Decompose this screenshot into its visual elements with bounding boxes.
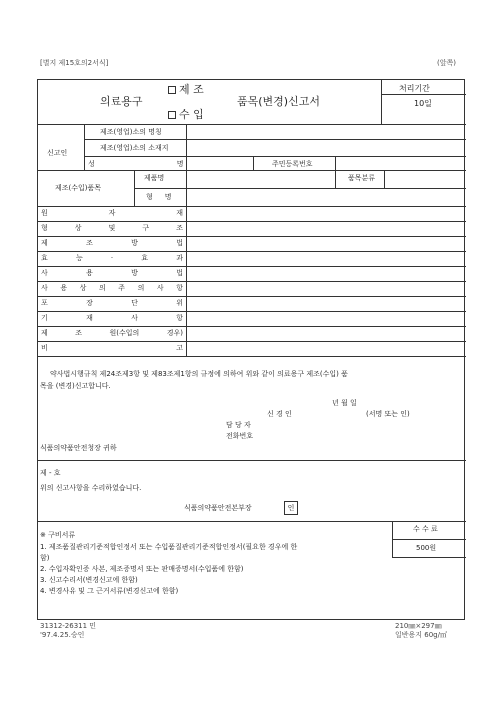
detail-row-label	[41, 255, 183, 262]
detail-row-char: 상	[79, 284, 87, 292]
detail-row-char: 원(수입의	[109, 329, 140, 337]
detail-row-char: 구	[142, 224, 150, 232]
detail-row-char: 재	[86, 314, 93, 322]
processing-period-value: 10일	[414, 99, 432, 108]
detail-row-char: 포	[41, 299, 48, 307]
detail-row-char: 재	[176, 209, 183, 217]
detail-row-char: 제	[41, 329, 48, 337]
detail-row-label	[41, 315, 183, 322]
detail-row-char: 의	[98, 284, 106, 292]
detail-row-char: 항	[176, 284, 183, 292]
detail-row-char: 사	[41, 269, 48, 277]
classification-label: 품목분류	[348, 174, 376, 182]
import-option[interactable]: 수 입	[168, 109, 204, 120]
detail-row-char: 사	[131, 314, 138, 322]
document-item: 함)	[40, 554, 50, 562]
detail-row-char: 사	[156, 284, 164, 292]
detail-row-char: 조	[75, 329, 82, 337]
detail-row-char: 상	[74, 224, 82, 232]
detail-row-label	[41, 285, 183, 292]
detail-row-char: 경우)	[166, 329, 183, 337]
signature-label: (서명 또는 인)	[366, 410, 410, 418]
detail-row-char: 과	[176, 254, 183, 262]
name-char-2: 명	[176, 160, 184, 168]
detail-row-char: 형	[41, 224, 48, 232]
detail-row-char: 위	[176, 299, 183, 307]
detail-row-label	[41, 300, 183, 307]
item-section-label: 제조(수입)품목	[55, 184, 102, 192]
detail-row-char: 용	[60, 284, 68, 292]
document-item: 4. 변경사유 및 그 근거서류(변경신고에 한함)	[40, 587, 179, 595]
detail-row-label	[41, 210, 183, 217]
model-label: 형 명	[146, 193, 172, 201]
footer-approval: '97.4.25.승인	[40, 631, 85, 639]
detail-row-char: 고	[176, 344, 183, 352]
detail-row-char: 능	[75, 254, 83, 262]
detail-row-label	[41, 270, 183, 277]
receipt-number: 제 - 호	[40, 469, 61, 477]
fee-label: 수 수 료	[413, 525, 438, 533]
receipt-accepted: 위의 신고사항을 수리하였습니다.	[40, 484, 142, 492]
processing-period-label: 처리기간	[399, 84, 430, 93]
detail-row-char: 용	[86, 269, 93, 277]
declaration-line-1: 약사법시행규칙 제24조제3항 및 제83조제1항의 규정에 의하여 위와 같이 의료용구 제조(수입) 품	[50, 370, 348, 378]
title-left: 의료용구	[100, 95, 143, 108]
page-side-label: (앞쪽)	[437, 59, 456, 67]
detail-row-char: 단	[131, 299, 138, 307]
detail-row-char: 효	[141, 254, 149, 262]
company-address-label: 제조(영업)소의 소재지	[100, 144, 169, 152]
manufacture-option[interactable]: 제 조	[168, 84, 204, 95]
detail-row-char: 방	[131, 239, 138, 247]
document-item: 2. 수입자확인증 사본, 제조증명서 또는 판매증명서(수입품에 한함)	[40, 565, 244, 573]
detail-row-char: ·	[110, 254, 114, 262]
detail-row-char: 자	[108, 209, 116, 217]
issuer-label: 식품의약품안전본부장	[184, 504, 252, 512]
person-in-charge-label: 담 당 자	[226, 421, 251, 429]
detail-row-label	[41, 240, 183, 247]
import-checkbox[interactable]	[168, 111, 176, 119]
declaration-date: 년 월 일	[332, 399, 357, 407]
detail-row-char: 및	[108, 224, 116, 232]
title-right: 품목(변경)신고서	[237, 95, 320, 108]
name-char-1: 성	[88, 160, 95, 168]
footer-paper-type: 일반용지 60g/㎡	[395, 631, 447, 639]
detail-row-label	[41, 330, 183, 337]
fee-value: 500원	[416, 544, 437, 552]
detail-row-char: 효	[41, 254, 48, 262]
detail-row-char: 조	[86, 239, 93, 247]
declaration-line-2: 목을 (변경)신고합니다.	[40, 382, 111, 390]
detail-row-label	[41, 345, 183, 352]
company-name-label: 제조(영업)소의 명칭	[100, 128, 162, 136]
detail-row-char: 법	[176, 269, 183, 277]
footer-paper-size: 210㎜×297㎜	[395, 622, 442, 630]
detail-row-label	[41, 225, 183, 232]
document-item: 1. 제조품질관리기준적합인정서 또는 수입품질관리기준적합인정서(필요한 경우에 한	[40, 543, 298, 551]
detail-row-char: 항	[176, 314, 183, 322]
detail-row-char: 법	[176, 239, 183, 247]
form-frame	[37, 79, 465, 620]
detail-row-char: 사	[41, 284, 48, 292]
detail-row-char: 장	[86, 299, 93, 307]
detail-row-char: 비	[41, 344, 48, 352]
name-label	[88, 161, 184, 168]
seal-mark: 인	[284, 501, 298, 515]
footer-code: 31312-26311 민	[40, 622, 97, 630]
document-item: 3. 신고수리서(변경신고에 한함)	[40, 576, 138, 584]
applicant-label: 신고인	[47, 149, 68, 157]
detail-row-char: 의	[137, 284, 145, 292]
detail-row-char: 방	[131, 269, 138, 277]
detail-row-char: 원	[41, 209, 48, 217]
detail-row-char: 제	[41, 239, 48, 247]
product-name-label: 제품명	[144, 174, 165, 182]
manufacture-checkbox[interactable]	[168, 86, 176, 94]
addressee: 식품의약품안전청장 귀하	[40, 444, 117, 452]
form-number: [별지 제15호의2서식]	[40, 59, 109, 67]
applicant-sign-label: 신 경 인	[267, 410, 292, 418]
resident-no-label: 주민등록번호	[272, 160, 313, 168]
documents-heading: ※ 구비서류	[40, 531, 76, 539]
detail-row-char: 주	[118, 284, 126, 292]
detail-row-char: 조	[176, 224, 183, 232]
detail-row-char: 기	[41, 314, 48, 322]
phone-label: 전화번호	[226, 432, 254, 440]
